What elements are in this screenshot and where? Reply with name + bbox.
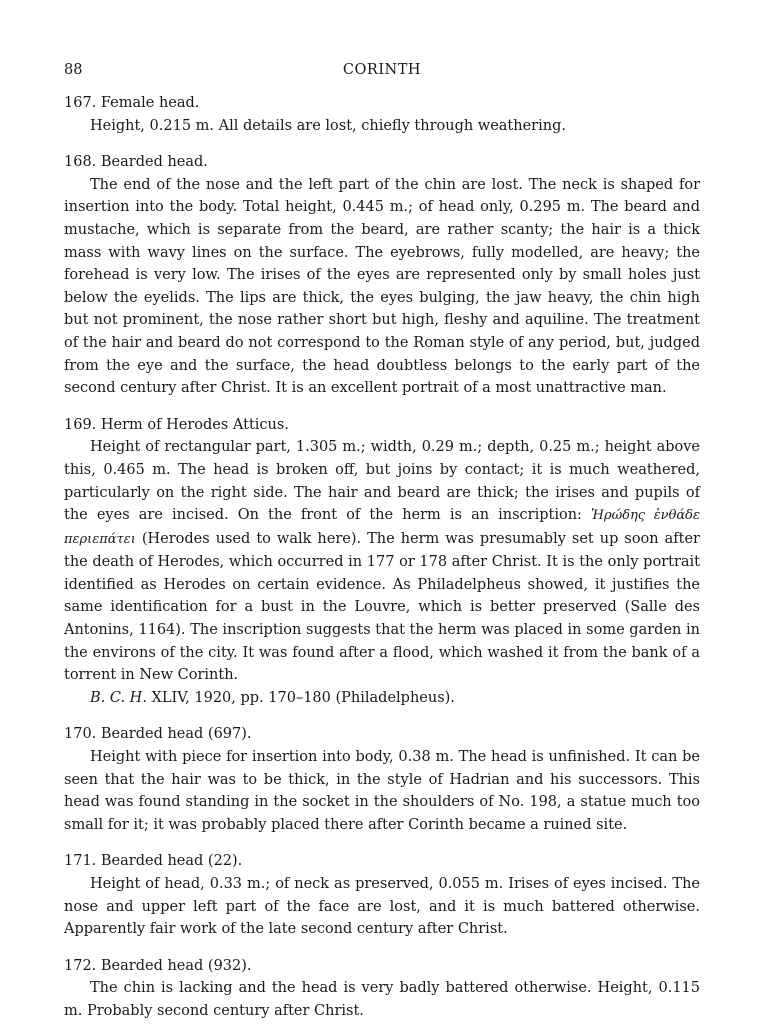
entry-body: Height of head, 0.33 m.; of neck as preserved, 0.055 m. Irises of eyes incised. The nose and upper left part of the face are lost, and it is much battered otherwise. Apparently fair work of the late second century after Christ.: [64, 876, 700, 938]
page-number: 88: [64, 62, 83, 78]
reference-journal: B. C. H.: [90, 689, 147, 706]
entry-heading: 167. Female head.: [64, 95, 200, 111]
catalogue-entry: [64, 955, 700, 1023]
entry-heading: 172. Bearded head (932).: [64, 957, 252, 974]
entry-body: The chin is lacking and the head is very badly battered otherwise. Height, 0.115 m. Probably second century after Christ.: [64, 980, 700, 1019]
entry-heading: 169. Herm of Herodes Atticus.: [64, 416, 289, 433]
catalogue-entry: [64, 151, 700, 400]
entry-body: Height, 0.215 m. All details are lost, chiefly through weathering.: [90, 117, 566, 134]
entry-heading: 168. Bearded head.: [64, 154, 208, 171]
entry-body: Height with piece for insertion into body, 0.38 m. The head is unfinished. It can be seen that the hair was to be thick, in the style of Hadrian and his successors. This head was found standing in the socket in the shoulders of No. 198, a statue much too small for it; it was probably placed there after Corinth became a ruined site.: [64, 749, 700, 833]
body-text: (Herodes used to walk here). The herm was presumably set up soon after the death of Herodes, which occurred in 177 or 178 after Christ. It is the only portrait identified as Herodes on certain evidence. As Philadelpheus showed, it justifies the same identification for a bust in the Louvre, which is better preserved (Salle des Antonins, 1164). The inscription suggests that the herm was placed in some garden in the environs of the city. It was found after a flood, which washed it from the bank of a torrent in New Corinth.: [64, 530, 700, 684]
catalogue-entry: [64, 92, 700, 137]
greek-inscription: Ἡρώδης ἐνθάδε περιεπάτει: [64, 508, 700, 547]
running-head: [64, 56, 700, 80]
entry-body: The end of the nose and the left part of the chin are lost. The neck is shaped for insertion into the body. Total height, 0.445 m.; of head only, 0.295 m. The beard and mustache, which is separate from the beard, are rather scanty; the hair is a thick mass with wavy lines on the surface. The eyebrows, fully modelled, are heavy; the forehead is very low. The irises of the eyes are represented only by small holes just below the eyelids. The lips are thick, the eyes bulging, the jaw heavy, the chin high but not prominent, the nose rather short but high, fleshy and aquiline. The treatment of the hair and beard do not correspond to the Roman style of any period, but, judged from the eye and the surface, the head doubtless belongs to the early part of the second century after Christ. It is an excellent portrait of a most unattractive man.: [64, 176, 700, 397]
body-text: Height of rectangular part, 1.305 m.; width, 0.29 m.; depth, 0.25 m.; height above this, 0.465 m. The head is broken off, but joins by contact; it is much weathered, particularly on the right side. The hair and beard are thick; the irises and pupils of the eyes are incised. On the front of the herm is an inscription:: [64, 439, 700, 524]
catalogue-entry: [64, 414, 700, 710]
catalogue-entry: [64, 850, 700, 940]
bibliographic-reference: [64, 687, 700, 710]
reference-details: XLIV, 1920, pp. 170–180 (Philadelpheus).: [146, 689, 455, 706]
page: [64, 56, 700, 1023]
catalogue-entry: [64, 723, 700, 836]
entry-heading: 170. Bearded head (697).: [64, 726, 252, 743]
running-title: CORINTH: [342, 62, 422, 78]
entry-body: [64, 436, 700, 687]
entry-heading: 171. Bearded head (22).: [64, 853, 243, 870]
